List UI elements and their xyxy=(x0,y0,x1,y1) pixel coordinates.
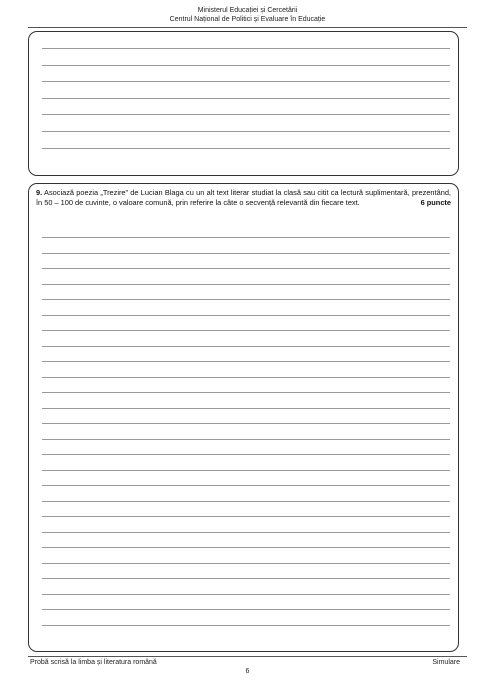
answer-line xyxy=(42,454,450,455)
answer-line xyxy=(42,48,450,49)
footer-exam-title: Probă scrisă la limba și literatura română xyxy=(30,659,157,666)
answer-line xyxy=(42,423,450,424)
answer-line xyxy=(42,501,450,502)
answer-line xyxy=(42,625,450,626)
answer-line xyxy=(42,609,450,610)
answer-line xyxy=(42,237,450,238)
answer-line xyxy=(42,131,450,132)
answer-line xyxy=(42,65,450,66)
page-header xyxy=(0,6,495,24)
footer-exam-type: Simulare xyxy=(432,659,460,666)
answer-line xyxy=(42,594,450,595)
answer-line xyxy=(42,268,450,269)
answer-line xyxy=(42,253,450,254)
answer-line xyxy=(42,299,450,300)
header-divider xyxy=(28,27,467,28)
answer-line xyxy=(42,148,450,149)
answer-line xyxy=(42,315,450,316)
question-9-text xyxy=(36,188,451,207)
answer-line xyxy=(42,81,450,82)
question-prompt: Asociază poezia „Trezire” de Lucian Blaga cu un alt text literar studiat la clasă sau citit ca lectură suplimentară, prezentând, în 50 – 100 de cuvinte, o valoare comună, prin referire la câte o secvență relevantă din fiecare text. xyxy=(36,188,451,207)
header-ministry: Ministerul Educației și Cercetării xyxy=(197,7,298,14)
answer-line xyxy=(42,377,450,378)
answer-line xyxy=(42,114,450,115)
answer-line xyxy=(42,346,450,347)
question-9-box xyxy=(28,183,459,652)
answer-line xyxy=(42,563,450,564)
answer-line xyxy=(42,532,450,533)
question-points: 6 puncte xyxy=(420,197,451,207)
question-number: 9. xyxy=(36,188,43,197)
answer-line xyxy=(42,516,450,517)
answer-line xyxy=(42,485,450,486)
answer-line xyxy=(42,408,450,409)
answer-line xyxy=(42,439,450,440)
answer-line xyxy=(42,547,450,548)
answer-line xyxy=(42,361,450,362)
answer-line xyxy=(42,330,450,331)
answer-line xyxy=(42,98,450,99)
answer-line xyxy=(42,392,450,393)
page-number: 6 xyxy=(245,668,250,675)
answer-line xyxy=(42,470,450,471)
answer-box-previous xyxy=(28,31,459,176)
answer-line xyxy=(42,578,450,579)
header-center: Centrul Național de Politici și Evaluare în Educație xyxy=(169,16,326,23)
answer-line xyxy=(42,284,450,285)
footer-divider xyxy=(28,656,467,657)
